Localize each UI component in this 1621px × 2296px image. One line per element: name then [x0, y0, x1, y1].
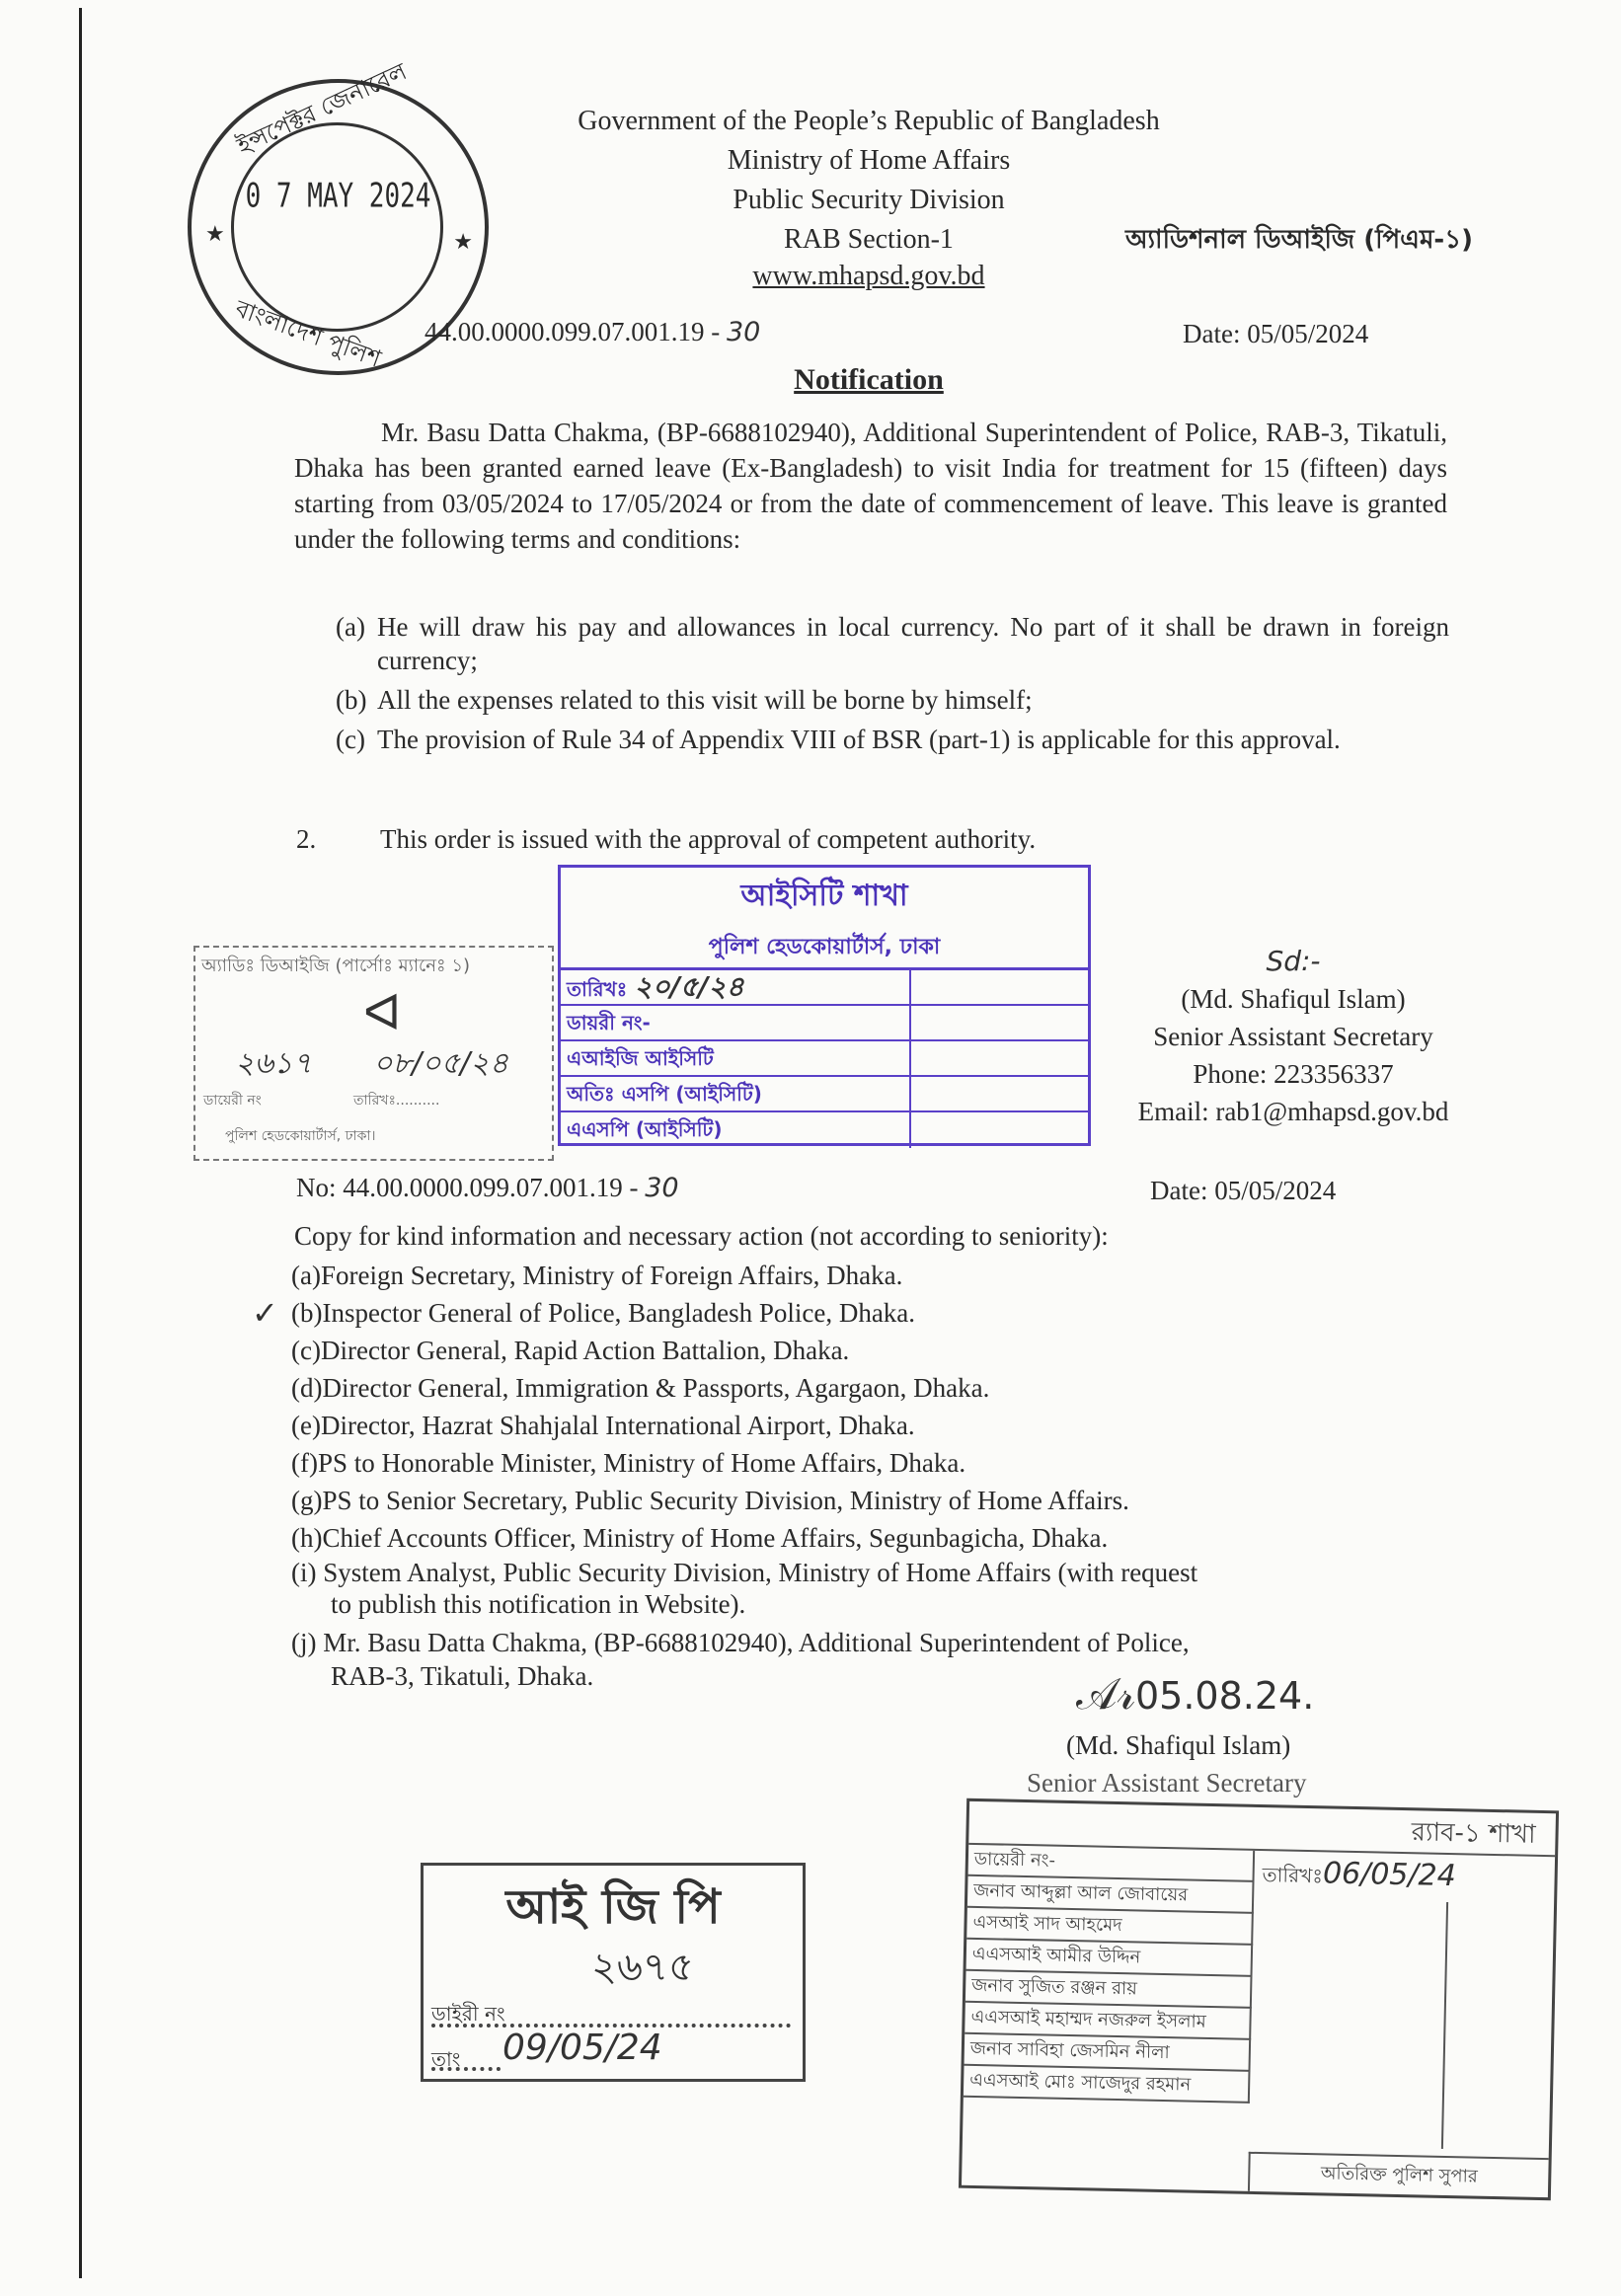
seal-date: 0 7 MAY 2024 [245, 177, 431, 216]
ict-stamp-row: তারিখঃ ২০/৫/২৪ [561, 970, 1088, 1006]
memo-date: Date: 05/05/2024 [1183, 319, 1369, 348]
page-border-line [79, 8, 82, 2278]
star-icon: ★ [453, 229, 473, 254]
signature2-name: (Md. Shafiqul Islam) [1066, 1730, 1291, 1760]
recipient-e: (e)Director, Hazrat Shahjalal International Airport, Dhaka. [291, 1411, 915, 1440]
recipient-f: (f)PS to Honorable Minister, Ministry of Home Affairs, Dhaka. [291, 1448, 966, 1478]
recipient-g: (g)PS to Senior Secretary, Public Security Division, Ministry of Home Affairs. [291, 1486, 1129, 1515]
diary-stamp-gray [193, 946, 554, 1161]
recipient-b: ✓ (b)Inspector General of Police, Bangladesh Police, Dhaka. [252, 1294, 916, 1332]
signature2-title: Senior Assistant Secretary [1027, 1768, 1307, 1798]
copy-recipients-list [252, 1257, 1198, 1693]
signature-date: 05.08.24. [1134, 1674, 1315, 1718]
copy-intro: Copy for kind information and necessary action (not according to seniority): [294, 1221, 1109, 1251]
igp-diary-label: ডাইরী নং [431, 1994, 791, 2028]
gray-stamp-date-label: তারিখঃ.......... [353, 1093, 440, 1109]
ict-stamp-row: অতিঃ এসপি (আইসিটি) [561, 1077, 1088, 1112]
check-mark-icon: ✓ [252, 1294, 278, 1332]
ict-stamp-row: এআইজি আইসিটি [561, 1041, 1088, 1077]
rab1-stamp-row: এএসআই মোঃ সাজেদুর রহমান [964, 2066, 1251, 2104]
seal-bottom-text: বাংলাদেশ পুলিশ [231, 294, 385, 373]
point-2-number: 2. [296, 824, 317, 854]
copy-memo-number: No: 44.00.0000.099.07.001.19 - 30 [296, 1173, 679, 1203]
recipient-h: (h)Chief Accounts Officer, Ministry of Home Affairs, Segunbagicha, Dhaka. [291, 1523, 1109, 1553]
recipient-c: (c)Director General, Rapid Action Battalion, Dhaka. [291, 1336, 850, 1365]
rab1-stamp-row: জনাব সুজিত রঞ্জন রায় [965, 1971, 1253, 2009]
memo-number: 44.00.0000.099.07.001.19 - 30 [425, 317, 761, 347]
ict-stamp-subtitle: পুলিশ হেডকোয়ার্টার্স, ঢাকা [708, 935, 941, 959]
rab1-stamp-title: র‍্যাব-১ শাখা [1411, 1817, 1536, 1850]
rab1-stamp-row: এসআই সাদ আহমেদ [966, 1908, 1254, 1946]
rab1-stamp-row: এএসআই মহাম্মদ নজরুল ইসলাম [965, 2003, 1252, 2040]
gray-stamp-date: ০৮/০৫/২৪ [373, 1046, 509, 1081]
header-government: Government of the People’s Republic of Bangladesh [578, 106, 1160, 136]
conditions-list [336, 610, 1449, 756]
header-division: Public Security Division [733, 185, 1005, 215]
condition-a: (a) He will draw his pay and allowances in local currency. No part of it shall be drawn in foreign currency; [336, 612, 1449, 675]
copy-memo-date: Date: 05/05/2024 [1150, 1176, 1337, 1205]
recipient-j: (j) Mr. Basu Datta Chakma, (BP-6688102940), Additional Superintendent of Police, RAB-3, Tikatuli, Dhaka. [291, 1628, 1190, 1691]
rab1-stamp-row: জনাব আব্দুল্লা আল জোবায়ের [967, 1876, 1255, 1914]
rab1-stamp-row: জনাব সাবিহা জেসমিন নীলা [965, 2034, 1252, 2072]
gray-stamp-diary-label: ডায়েরী নং [203, 1093, 262, 1109]
ict-stamp-title: আইসিটি শাখা [740, 879, 908, 913]
signatory-name: (Md. Shafiqul Islam) [1181, 984, 1406, 1014]
signatory-title: Senior Assistant Secretary [1153, 1022, 1433, 1051]
endorsement-note: অ্যাডিশনাল ডিআইজি (পিএম-১) [1125, 225, 1473, 255]
signatory-phone: Phone: 223356337 [1193, 1059, 1394, 1089]
gray-stamp-diary-number: ২৬১৭ [235, 1046, 312, 1081]
gray-stamp-handmark: ᐊ [363, 984, 402, 1041]
gray-stamp-title: অ্যাডিঃ ডিআইজি (পার্সোঃ ম্যানেঃ ১) [201, 956, 471, 976]
ict-stamp-row: ডায়রী নং- [561, 1006, 1088, 1041]
condition-c: (c) The provision of Rule 34 of Appendix VIII of BSR (part-1) is applicable for this approval. [336, 725, 1341, 754]
ict-stamp-row: এএসপি (আইসিটি) [561, 1112, 1088, 1148]
header-section: RAB Section-1 [784, 224, 954, 255]
signatory-email[interactable]: Email: rab1@mhapsd.gov.bd [1137, 1097, 1449, 1126]
ict-branch-stamp [558, 865, 1091, 1146]
notification-title: Notification [794, 363, 944, 396]
igp-diary-stamp [421, 1863, 806, 2082]
igp-date-label: তাং [431, 2041, 501, 2071]
condition-b: (b) All the expenses related to this visit will be borne by himself; [336, 685, 1033, 715]
rab1-stamp-footer: অতিরিক্ত পুলিশ সুপার [1248, 2152, 1549, 2197]
notification-paragraph: Mr. Basu Datta Chakma, (BP-6688102940), Additional Superintendent of Police, RAB-3, Tikatuli, Dhaka has been granted earned leave (Ex-Bangladesh) to visit India for treatment for 15 (fifteen) days starting from 03/05/2024 to 17/05/2024 or from the date of commencement of leave. This leave is granted under the following terms and conditions: [294, 418, 1447, 554]
igp-stamp-title: আই জি পি [505, 1879, 721, 1935]
point-2-text: This order is issued with the approval of competent authority. [380, 824, 1037, 854]
seal-top-text: ইন্সপেক্টর জেনারেল [232, 57, 412, 161]
recipient-i: (i) System Analyst, Public Security Division, Ministry of Home Affairs (with request to publish this notification in Website). [291, 1558, 1198, 1619]
signatory-block [1096, 943, 1491, 1130]
header-ministry: Ministry of Home Affairs [727, 145, 1011, 176]
star-icon: ★ [205, 221, 225, 246]
recipient-d: (d)Director General, Immigration & Passports, Agargaon, Dhaka. [291, 1373, 990, 1403]
header-website[interactable]: www.mhapsd.gov.bd [752, 261, 985, 291]
igp-diary-number: ২৬৭৫ [591, 1945, 694, 1990]
handwritten-signature: 𝒜𝓇05.08.24. [1076, 1669, 1315, 1720]
ict-stamp-date: ২০/৫/২৪ [634, 970, 744, 1003]
rab1-stamp-row: এএসআই আমীর উদ্দিন [966, 1940, 1254, 1977]
igp-date: 09/05/24 [502, 2028, 662, 2068]
rab1-stamp-row: ডায়েরী নং- [968, 1845, 1256, 1882]
signatory-sd: Sd:- [1266, 945, 1321, 977]
rab1-branch-stamp [959, 1799, 1559, 2200]
gray-stamp-footer: পুলিশ হেডকোয়ার্টার্স, ঢাকা। [225, 1128, 376, 1144]
rab1-stamp-date: তারিখঃ06/05/24 [1262, 1856, 1457, 1894]
recipient-a: (a)Foreign Secretary, Ministry of Foreign Affairs, Dhaka. [291, 1261, 903, 1290]
